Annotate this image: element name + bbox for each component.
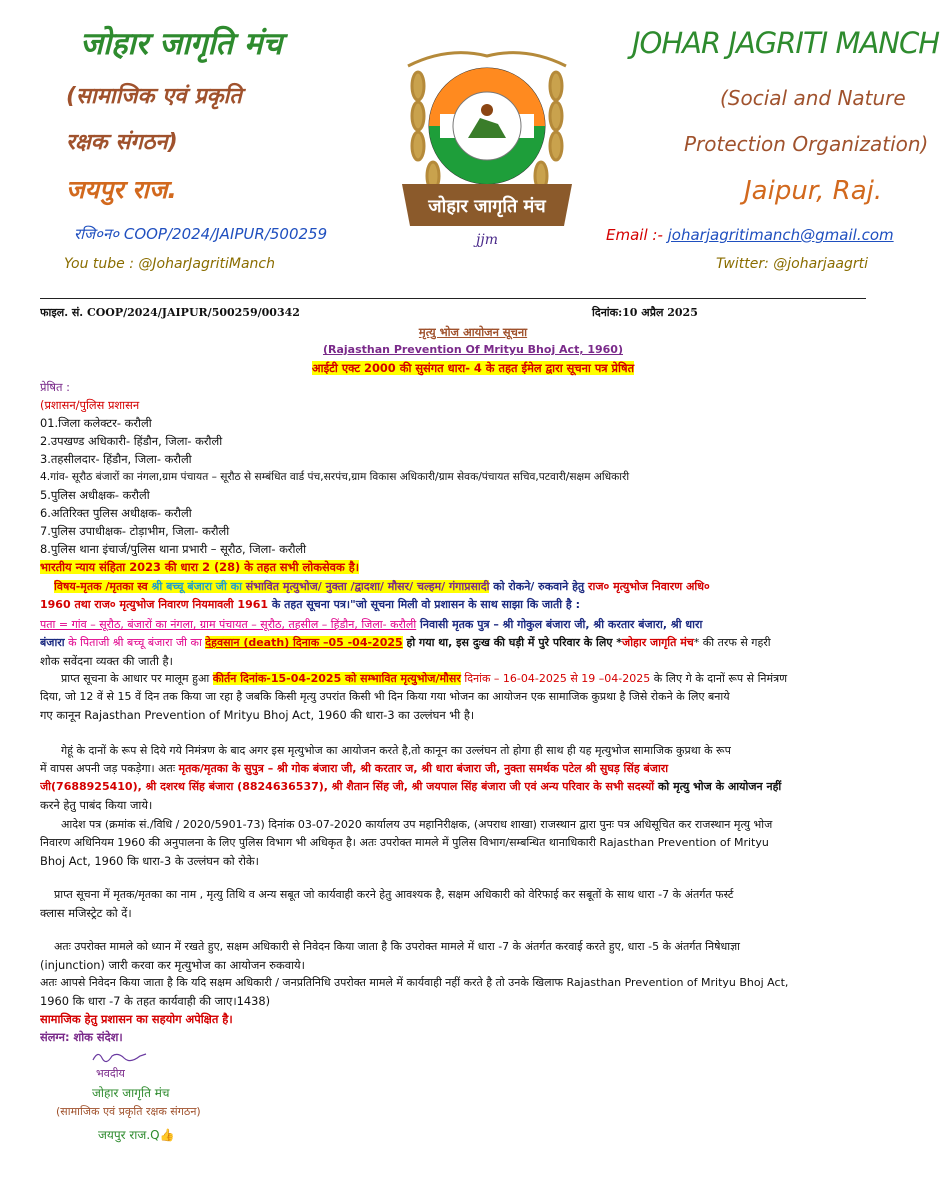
org-city-english: Jaipur, Raj. [744, 176, 883, 206]
kirtan-date: कीर्तन दिनांक-15-04-2025 को सम्भावित मृत्युभोज/मौसर [212, 672, 461, 685]
recipient-item: 6.अतिरिक्त पुलिस अधीक्षक- करौली [40, 506, 192, 520]
para4-line1: प्राप्त सूचना में मृतक/मृतका का नाम , मृत्यु तिथि व अन्य सबूत जो कार्यवाही करने हेतु आवश्यक है, सक्षम अधिकारी को वेरिफाई कर सबूतों के साथ धारा -7 के अंतर्गत फर्स्ट [40, 888, 734, 901]
para1-line3: गए कानून Rajasthan Prevention of Mrityu Bhoj Act, 1960 की धारा-3 का उल्लंघन भी है। [40, 708, 475, 722]
para6-line2: 1960 कि धारा -7 के तहत कार्यवाही की जाए।1438) [40, 994, 271, 1008]
subject-line-2 [40, 596, 866, 615]
recipient-item: 2.उपखण्ड अधिकारी- हिंडौन, जिला- करौली [40, 434, 223, 448]
sign-city [98, 1126, 175, 1143]
public-servant-text: भारतीय न्याय संहिता 2023 की धारा 2 (28) के तहत सभी लोकसेवक है। [40, 560, 360, 574]
recipient-item: 3.तहसीलदार- हिंडौन, जिला- करौली [40, 452, 192, 466]
family-names: मृतक/मृतका के सुपुत्र – श्री गोक बंजारा जी, श्री करतार ज, श्री धारा बंजारा जी, नुक्ता समर्थक पटेल श्री सुघड़ सिंह बंजारा [178, 762, 669, 775]
org-subtitle-hindi-2: रक्षक संगठन) [66, 130, 178, 155]
para5-line2: (injunction) जारी करवा कर मृत्युभोज का आयोजन रुकवाये। [40, 958, 305, 972]
para4-line2: क्लास मजिस्ट्रेट को दें। [40, 906, 132, 920]
para2-line2 [40, 760, 866, 779]
address-line-2 [40, 634, 866, 653]
para2-line4: करने हेतु पाबंद किया जाये। [40, 798, 153, 812]
recipient-item: 5.पुलिस अधीक्षक- करौली [40, 488, 150, 502]
para1-line1 [40, 670, 866, 689]
youtube-handle: You tube : @JoharJagritiManch [64, 256, 276, 272]
signature-mark [90, 1048, 150, 1066]
para5-line1: अतः उपरोक्त मामले को ध्यान में रखते हुए, सक्षम अधिकारी से निवेदन किया जाता है कि उपरोक्त मामले में धारा -7 के अंतर्गत करवाई करते हुए, धारा -5 के अंतर्गत निषेधाज्ञा [40, 940, 741, 953]
thumbs-up-icon: 👍 [159, 1128, 175, 1142]
para3-line1: आदेश पत्र (क्रमांक सं./विधि / 2020/5901-73) दिनांक 03-07-2020 कार्यालय उप महानिरीक्षक, (अपराध शाखा) राजस्थान द्वारा पुनः पत्र अधिसूचित कर राजस्थान मृत्यु भोज [40, 818, 773, 831]
subject-notice: के तहत सूचना पत्र।"जो सूचना मिली वो प्रशासन के साथ साझा कि जाती है : [268, 598, 581, 611]
address-father: के पिताजी श्री बच्चू बंजारा जी का [64, 636, 206, 649]
para2-line3 [40, 778, 866, 797]
para1-line2: दिया, जो 12 वें से 15 वें दिन तक किया जा रहा है जबकि किसी मृत्यु उपरांत किसी भी दिन किया गया भोजन का आयोजन एक सामाजिक कुप्रथा है जिसे रोकने के लिए बनाये [40, 690, 730, 703]
registration-number [74, 224, 327, 244]
sign-subtitle: (सामाजिक एवं प्रकृति रक्षक संगठन) [56, 1105, 201, 1118]
email-link[interactable]: joharjagritimanch@gmail.com [667, 226, 894, 244]
logo-banner-text: जोहार जागृति मंच [428, 196, 546, 217]
para6-line1: अतः आपसे निवेदन किया जाता है कि यदि सक्षम अधिकारी / जनप्रतिनिधि उपरोक्त मामले में कार्यवाही नहीं करते है तो उनके खिलाफ Rajasthan Prevention of Mrityu Bhoj Act, [40, 976, 789, 989]
recipient-item: 8.पुलिस थाना इंचार्ज/पुलिस थाना प्रभारी – सूरौठ, जिला- करौली [40, 542, 307, 556]
file-number-row [40, 304, 866, 323]
para3-line3: Bhoj Act, 1960 कि धारा-3 के उल्लंघन को रोके। [40, 854, 259, 868]
signature-icon [90, 1048, 150, 1066]
organization-logo [388, 26, 586, 254]
subject-act: राज० मृत्युभोज निवारण अधि० [588, 580, 710, 593]
para1-intro: प्राप्त सूचना के आधार पर मालूम हुआ [40, 672, 213, 685]
recipient-item: 7.पुलिस उपाधीक्षक- टोड़ाभीम, जिला- करौली [40, 524, 230, 538]
org-subtitle-hindi-1: (सामाजिक एवं प्रकृति [66, 84, 242, 109]
recipient-item: 01.जिला कलेक्टर- करौली [40, 416, 152, 430]
cooperation-note: सामाजिक हेतु प्रशासन का सहयोग अपेक्षित है। [40, 1012, 233, 1026]
it-act-text: आईटी एक्ट 2000 की सुसंगत धारा- 4 के तहत ईमेल द्वारा सूचना पत्र प्रेषित [311, 361, 635, 375]
death-date: देहवसान (death) दिनाक –05 -04-2025 [205, 636, 403, 649]
condolence-org: जोहार जागृति मंच [622, 636, 694, 649]
file-number: फाइल. सं. COOP/2024/JAIPUR/500259/00342 [40, 306, 300, 319]
para3-line2: निवारण अधिनियम 1960 की अनुपालना के लिए पुलिस विभाग भी अधिकृत है। अतः उपरोक्त मामले में पुलिस विभाग/सम्बन्धित थानाधिकारी Rajasthan Prevention of Mrityu [40, 836, 769, 849]
recipient-item: 4.गांव- सूरौठ बंजारों का नंगला,ग्राम पंचायत – सूरौठ से सम्बंधित वार्ड पंच,सरपंच,ग्राम विकास अधिकारी/ग्राम सेवक/पंचायत सचिव,पटवारी/सक्षम अधिकारी [40, 471, 630, 483]
subject-purpose: को रोकने/ रुकवाने हेतु [489, 580, 589, 593]
subject-line-1 [54, 578, 866, 597]
family-contacts: जी(7688925410), श्री दशरथ सिंह बंजारा (8824636537), श्री शैतान सिंह जी, श्री जयपाल सिंह बंजारा जी एवं अन्य परिवार के सभी सदस्यों [40, 780, 655, 793]
address-line-1 [40, 616, 866, 635]
it-act-row [0, 359, 946, 378]
act-name: (Rajasthan Prevention Of Mrityu Bhoj Act, 1960) [322, 343, 623, 356]
address-line-3: शोक सवेंदना व्यक्त की जाती है। [40, 654, 173, 668]
subject-prefix: विषय-मृतक /मृतका स्व [54, 580, 152, 593]
org-title-hindi: जोहार जागृति मंच [80, 26, 283, 62]
sign-city-text: जयपुर राज.Q [98, 1128, 160, 1142]
sign-bhavdiya: भवदीय [96, 1067, 125, 1080]
address-sons: निवासी मृतक पुत्र – श्री गोकुल बंजारा जी, श्री करतार बंजारा, श्री धारा [416, 618, 703, 631]
org-city-hindi: जयपुर राज. [66, 175, 177, 204]
para1-tail: के लिए गे के दानों रूप से निमंत्रण [650, 672, 788, 685]
org-subtitle-english-2: Protection Organization) [684, 132, 929, 156]
notice-title: मृत्यु भोज आयोजन सूचना [418, 325, 528, 339]
para2-intro: में वापस अपनी जड़ पकड़ेगा। अतः [40, 762, 179, 775]
para2-line1: गेहूं के दानों के रूप से दिये गये निमंत्रण के बाद अगर इस मृत्युभोज का आयोजन करते है,तो कानून का उल्लंघन तो होगा ही साथ ही यह मृत्युभोज सामाजिक कुप्रथा के रूप [40, 744, 731, 757]
email-contact [606, 226, 894, 244]
address-banjara: बंजारा [40, 636, 65, 649]
para2-instruction: को मृत्यु भोज के आयोजन नहीं [654, 780, 782, 793]
org-subtitle-english-1: (Social and Nature [720, 86, 906, 110]
condolence-text: हो गया था, इस दुःख की घड़ी में पुरे परिवार के लिए * [402, 636, 623, 649]
enclosure-note: संलग्न: शोक संदेश। [40, 1030, 123, 1044]
header-divider [40, 298, 866, 299]
subject-deceased: श्री बच्चू बंजारा जी का [151, 580, 246, 593]
registration-text: रजि०न० COOP/2024/JAIPUR/500259 [74, 225, 328, 243]
to-label: प्रेषित : [40, 380, 70, 394]
email-label: Email :- [606, 226, 668, 244]
condolence-tail: * की तरफ से गहरी [693, 636, 771, 649]
org-title-english: JOHAR JAGRITI MANCH [632, 26, 940, 60]
to-group: (प्रशासन/पुलिस प्रशासन [40, 398, 140, 412]
logo-emblem-icon [388, 26, 586, 254]
letter-date: दिनांक:10 अप्रैल 2025 [592, 306, 698, 319]
sign-org: जोहार जागृति मंच [92, 1086, 170, 1100]
public-servant-note [40, 558, 866, 577]
event-dates: दिनांक – 16-04-2025 से 19 –04-2025 [460, 672, 651, 685]
address-village: पता = गांव – सूरौठ, बंजारों का नंगला, ग्राम पंचायत – सूरौठ, तहसील – हिंडौन, जिला- करौली [40, 618, 417, 631]
twitter-handle: Twitter: @joharjaagrti [716, 256, 868, 272]
logo-monogram: jjm [476, 232, 498, 248]
subject-events: संभावित मृत्युभोज/ नुक्ता /द्वादशा/ मौसर/ चल्हम/ गंगाप्रसादी [245, 580, 490, 593]
subject-rules: 1960 तथा राज० मृत्युभोज निवारण नियमावली 1961 [40, 598, 269, 611]
